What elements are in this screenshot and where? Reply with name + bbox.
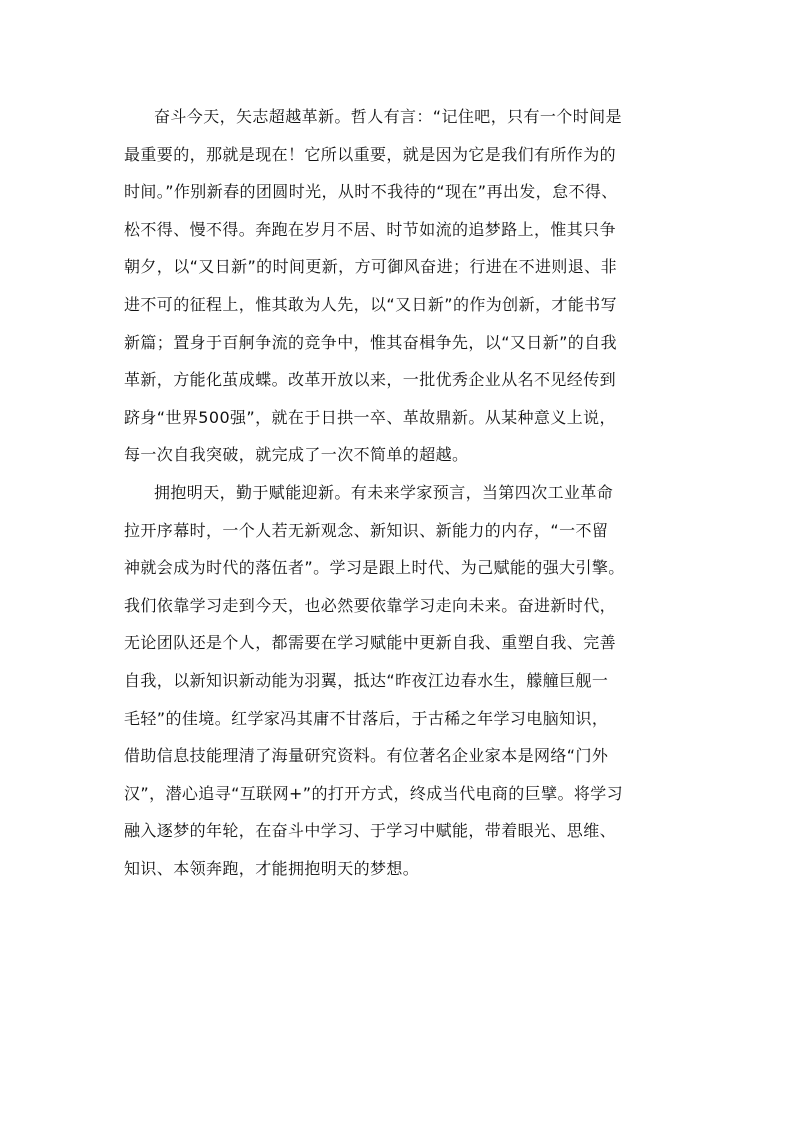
text-line: 最重要的，那就是现在！它所以重要，就是因为它是我们有所作为的 — [124, 144, 617, 164]
text-line: 神就会成为时代的落伍者”。学习是跟上时代、为己赋能的强大引擎。 — [124, 558, 625, 578]
text-line: 松不得、慢不得。奔跑在岁月不居、时节如流的追梦路上，惟其只争 — [124, 219, 617, 239]
text-line: 新篇；置身于百舸争流的竞争中，惟其奋楫争先，以“又日新”的自我 — [124, 332, 617, 352]
text-line: 自我，以新知识新动能为羽翼，抵达“昨夜江边春水生，艨艟巨舰一 — [124, 670, 609, 690]
text-line: 知识、本领奔跑，才能拥抱明天的梦想。 — [124, 858, 420, 878]
text-line: 我们依靠学习走到今天，也必然要依靠学习走向未来。奋进新时代， — [124, 595, 617, 615]
text-line: 朝夕，以“又日新”的时间更新，方可御风奋进；行进在不进则退、非 — [124, 257, 617, 277]
text-line: 汉”，潜心追寻“互联网+”的打开方式，终成当代电商的巨擘。将学习 — [124, 783, 624, 803]
paragraph-2 — [124, 474, 684, 888]
text-line: 进不可的征程上，惟其敢为人先，以“又日新”的作为创新，才能书写 — [124, 294, 617, 314]
text-line: 毛轻”的佳境。红学家冯其庸不甘落后，于古稀之年学习电脑知识， — [124, 708, 609, 728]
text-line: 奋斗今天，矢志超越革新。哲人有言：“记住吧，只有一个时间是 — [154, 107, 622, 126]
text-line: 融入逐梦的年轮，在奋斗中学习、于学习中赋能，带着眼光、思维、 — [124, 821, 617, 841]
text-line: 革新，方能化茧成蝶。改革开放以来，一批优秀企业从名不见经传到 — [124, 370, 617, 390]
text-line: 跻身“世界500强”，就在于日拱一卒、革故鼎新。从某种意义上说， — [124, 407, 616, 427]
text-line: 无论团队还是个人，都需要在学习赋能中更新自我、重塑自我、完善 — [124, 633, 617, 653]
paragraph-1 — [124, 98, 684, 474]
text-line: 借助信息技能理清了海量研究资料。有位著名企业家本是网络“门外 — [124, 746, 609, 766]
text-line: 拥抱明天，勤于赋能迎新。有未来学家预言，当第四次工业革命 — [154, 483, 614, 502]
text-line: 每一次自我突破，就完成了一次不简单的超越。 — [124, 445, 469, 465]
text-line: 拉开序幕时，一个人若无新观念、新知识、新能力的内存，“一不留 — [124, 520, 609, 540]
text-line: 时间。”作别新春的团圆时光，从时不我待的“现在”再出发，怠不得、 — [124, 182, 618, 202]
